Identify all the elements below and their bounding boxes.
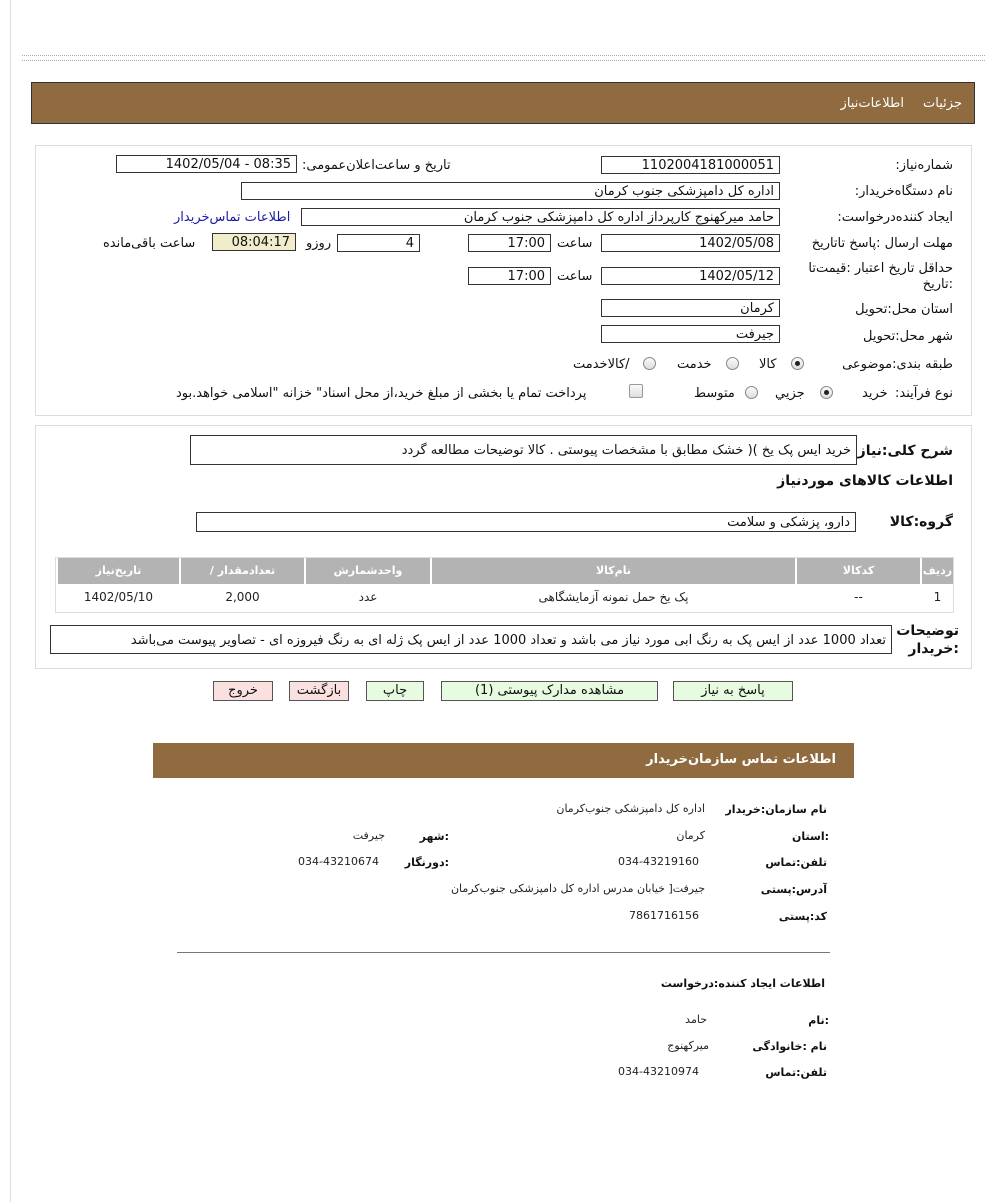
address-label: آدرس:پستی xyxy=(760,883,827,896)
cell-unit: عدد xyxy=(358,590,378,604)
deadline-date-field[interactable]: 1402/05/08 xyxy=(601,234,780,252)
remaining-label: ساعت باقی‌مانده xyxy=(103,236,196,251)
phone-label-contact: تلفن:تماس xyxy=(765,856,827,869)
buyer-contact-link[interactable]: اطلاعات تماس‌خریدار xyxy=(174,210,291,225)
treasury-payment-checkbox[interactable] xyxy=(629,384,643,398)
creator-info-title: اطلاعات ایجاد کننده:درخواست xyxy=(660,977,825,990)
cell-name: پک یخ حمل نمونه آزمایشگاهی xyxy=(538,590,689,604)
process-label: نوع فرآیند: xyxy=(895,386,953,401)
postal-code-label: کد:پستی xyxy=(778,910,827,923)
buyer-notes-label-line1: توضیحات xyxy=(896,623,959,639)
creator-phone-value: 034-43210974 xyxy=(618,1065,699,1078)
details-header xyxy=(31,82,975,124)
view-attachments-button[interactable]: مشاهده مدارک پیوستی (1) xyxy=(441,681,658,701)
category-goods-label: کالا xyxy=(759,357,777,372)
creator-label: ایجاد کننده‌درخواست: xyxy=(837,210,953,225)
org-name-label: نام سازمان:خریدار xyxy=(725,803,827,816)
col-unit: واحدشمارش xyxy=(306,558,430,584)
city-label: شهر محل:تحویل xyxy=(863,329,953,344)
validity-label-line2: :تاریخ xyxy=(922,277,953,292)
city-value-contact: جیرفت xyxy=(352,829,385,842)
contact-header xyxy=(153,743,854,778)
cell-row: 1 xyxy=(933,590,942,604)
days-field[interactable]: 4 xyxy=(337,234,420,252)
goods-section-title: اطلاعات کالاهای موردنیاز xyxy=(777,473,953,489)
need-summary-field[interactable]: خرید ایس پک یخ )( خشک مطابق با مشخصات پیوستی . کالا توضیحات مطالعه گردد xyxy=(190,435,857,465)
buyer-org-label: نام دستگاه‌خریدار: xyxy=(854,184,953,199)
category-service-radio[interactable] xyxy=(726,357,739,370)
back-button[interactable]: بازگشت xyxy=(289,681,349,701)
creator-family-label: نام :خانوادگی xyxy=(752,1040,827,1053)
reply-button[interactable]: پاسخ به نیاز xyxy=(673,681,793,701)
col-row: ردیف xyxy=(922,558,953,584)
province-value-contact: کرمان xyxy=(676,829,705,842)
buyer-notes-field[interactable]: تعداد 1000 عدد از ایس پک به رنگ ابی مورد نیاز می باشد و تعداد 1000 عدد از ایس پک ژله ای به رنگ فیروزه ای - تصاویر پیوست می‌باشد xyxy=(50,625,892,654)
fax-value: 034-43210674 xyxy=(298,855,379,868)
phone-value-contact: 034-43219160 xyxy=(618,855,699,868)
validity-time-label: ساعت xyxy=(557,269,593,284)
province-label-contact: :استان xyxy=(792,830,829,843)
treasury-payment-note: پرداخت تمام یا بخشی از مبلغ خرید،از محل اسناد" خزانه "اسلامی خواهد.بود xyxy=(176,386,587,401)
cell-qty: 2,000 xyxy=(225,590,260,604)
validity-date-field[interactable]: 1402/05/12 xyxy=(601,267,780,285)
city-field[interactable]: جیرفت xyxy=(601,325,780,343)
category-service-label: خدمت xyxy=(677,357,712,372)
creator-phone-label: تلفن:تماس xyxy=(765,1066,827,1079)
remaining-time-field: 08:04:17 xyxy=(212,233,296,251)
postal-code-value: 7861716156 xyxy=(629,909,699,922)
province-label: استان محل:تحویل xyxy=(855,302,953,317)
deadline-time-field[interactable]: 17:00 xyxy=(468,234,551,252)
org-name-value: اداره کل دامپزشکی جنوب‌کرمان xyxy=(556,802,705,815)
col-qty: / تعدادمقدار xyxy=(181,558,304,584)
creator-name-label: :نام xyxy=(808,1014,829,1027)
creator-name-value: حامد xyxy=(685,1013,707,1026)
creator-field[interactable]: حامد میرکهنوج کارپرداز اداره کل دامپزشکی جنوب کرمان xyxy=(301,208,780,226)
deadline-label: مهلت ارسال :پاسخ تا‌تاریخ xyxy=(811,236,953,251)
category-label: طبقه بندی:موضوعی xyxy=(842,357,953,372)
deadline-time-label: ساعت xyxy=(557,236,593,251)
goods-group-label: گروه:کالا xyxy=(889,514,953,530)
goods-group-field[interactable]: دارو، پزشکی و سلامت xyxy=(196,512,856,532)
need-number-field[interactable]: 1102004181000051 xyxy=(601,156,780,174)
contact-title: اطلاعات تماس سازمان‌خریدار xyxy=(646,752,836,767)
process-medium-label: متوسط xyxy=(694,386,735,401)
col-date: تاریخ‌نیاز xyxy=(58,558,179,584)
process-minor-radio[interactable] xyxy=(820,386,833,399)
creator-family-value: میرکهنوج xyxy=(667,1039,709,1052)
process-minor-label: جزيي xyxy=(775,386,805,401)
contact-divider xyxy=(177,952,830,953)
process-buy-label: خرید xyxy=(862,386,888,401)
validity-label-line1: حداقل تاریخ اعتبار :قیمت‌تا xyxy=(808,261,953,276)
process-medium-radio[interactable] xyxy=(745,386,758,399)
tab-details[interactable]: جزئیات xyxy=(923,96,962,111)
announce-label: تاریخ و ساعت‌اعلان‌عمومی: xyxy=(302,158,451,173)
col-code: کدکالا xyxy=(797,558,920,584)
need-summary-label: شرح کلی:نیاز xyxy=(857,443,953,459)
address-value: جیرفت[ خیابان مدرس اداره کل دامپزشکی جنوب‌کرمان xyxy=(450,882,705,895)
fax-label: :دورنگار xyxy=(404,856,449,869)
city-label-contact: :شهر xyxy=(419,830,449,843)
print-button[interactable]: چاپ xyxy=(366,681,424,701)
exit-button[interactable]: خروج xyxy=(213,681,273,701)
need-number-label: شماره‌نیاز: xyxy=(895,158,953,173)
cell-code: -- xyxy=(854,590,863,604)
province-field[interactable]: کرمان xyxy=(601,299,780,317)
category-both-radio[interactable] xyxy=(643,357,656,370)
buyer-org-field[interactable]: اداره کل دامپزشکی جنوب کرمان xyxy=(241,182,780,200)
goods-table xyxy=(55,557,954,613)
buyer-notes-label-line2: :خریدار xyxy=(908,641,959,657)
category-both-label: /کالاخدمت xyxy=(573,357,630,372)
left-border xyxy=(10,0,11,1202)
announce-field[interactable]: 1402/05/04 - 08:35 xyxy=(116,155,297,173)
validity-time-field[interactable]: 17:00 xyxy=(468,267,551,285)
cell-date: 1402/05/10 xyxy=(83,590,154,604)
category-goods-radio[interactable] xyxy=(791,357,804,370)
tab-need-info[interactable]: اطلاعات‌نیاز xyxy=(840,96,904,111)
top-divider xyxy=(22,55,985,61)
days-label: روزو xyxy=(306,236,332,251)
col-name: نام‌کالا xyxy=(432,558,795,584)
